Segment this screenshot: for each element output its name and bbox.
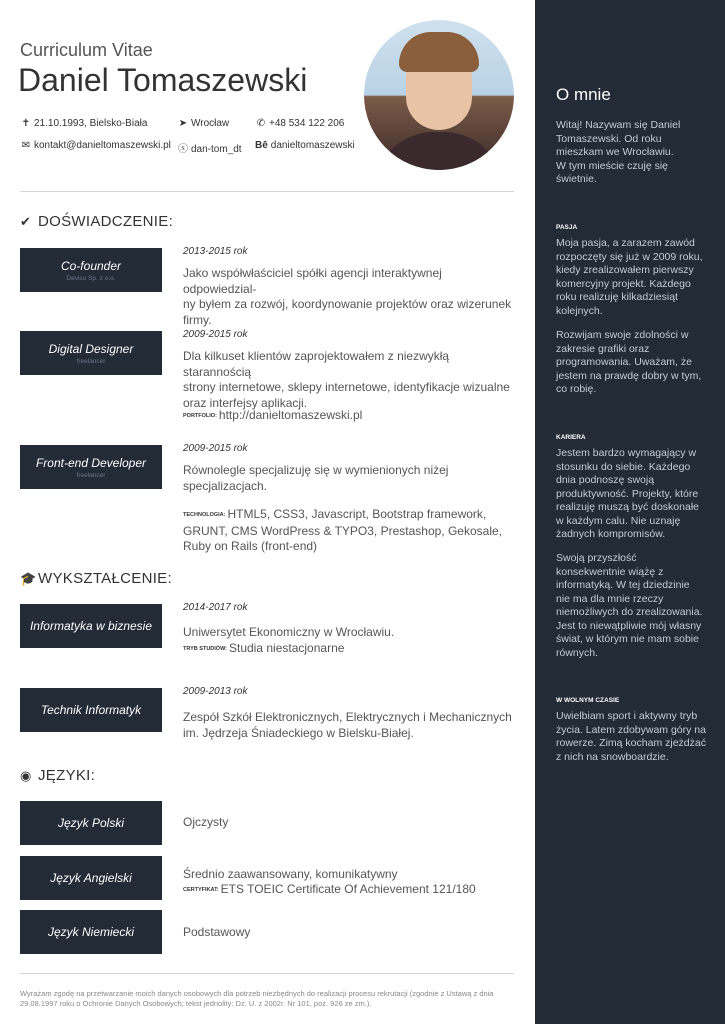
phone-icon: ✆ [256,118,266,129]
location-arrow-icon: ➤ [178,118,188,129]
envelope-icon: ✉ [21,140,31,151]
globe-icon: ◉ [20,768,32,783]
education-title: Informatyka w biznesie [29,619,153,633]
contact-birth: ✝ 21.10.1993, Bielsko-Biała [21,118,148,129]
language-level: Podstawowy [183,925,251,939]
contact-skype[interactable]: ⓢ dan-tom_dt [177,140,242,155]
language-box [20,801,162,845]
experience-description: Równolegle specjalizuję się w wymienionych niżej specjalizacjach. [183,463,449,493]
contact-city: ➤ Wrocław [178,118,230,129]
language-level: Średnio zaawansowany, komunikatywny [183,867,398,881]
education-description: Zespół Szkół Elektronicznych, Elektrycznych i Mechanicznych im. Jędrzeja Śniadeckiego w Bielsku-Białej. [183,710,512,740]
role-title: Digital Designer [48,341,134,356]
sidebar-paragraph: Jestem bardzo wymagający w stosunku do siebie. Każdego dnia podnoszę swoją produktywność. Projekty, które realizuję muszą być doskonałe w każdym calu. Nie uznaję żadnych kompromisów. [556,447,699,540]
document-subtitle: Curriculum Vitae [20,40,153,60]
experience-description: Dla kilkuset klientów zaprojektowałem z niezwykłą starannością strony internetowe, sklepy internetowe, identyfikacje wizualne oraz interfejsy aplikacji. [183,349,510,410]
sidebar-title: O mnie [556,85,611,104]
education-period: 2014-2017 rok [183,602,248,613]
language-name: Język Polski [57,816,125,830]
experience-role-box [20,445,162,489]
sidebar-paragraph: Uwielbiam sport i aktywny tryb życia. Latem zdobywam góry na rowerze. Zimą kocham zjeżdżać z nich na snowboardzie. [556,710,706,763]
sidebar-paragraph: Swoją przyszłość konsekwentnie wiążę z informatyką. W tej dziedzinie nie ma dla mnie rzeczy niemożliwych do zrealizowania. Jest to niewątpliwie mój własny świat, w którym nie mam sobie równych. [556,552,703,659]
language-name: Język Niemiecki [47,925,134,939]
experience-role-box [20,331,162,375]
education-description: Uniwersytet Ekonomiczny w Wrocławiu. TRYB STUDIÓW: Studia niestacjonarne [183,625,395,655]
contact-email[interactable]: ✉ kontakt@danieltomaszewski.pl [21,140,171,151]
technology-list: TECHNOLOGIA: HTML5, CSS3, Javascript, Bootstrap framework, GRUNT, CMS WordPress & TYPO3, Prestashop, Gekosale, Ruby on Rails (front-end) [183,507,502,553]
sidebar-intro: Witaj! Nazywam się Daniel Tomaszewski. Od roku mieszkam we Wrocławiu. W tym mieście czuję się świetnie. [556,119,681,185]
experience-description: Jako współwłaściciel spółki agencji interaktywnej odpowiedzial- ny byłem za rozwój, koordynowanie projektów oraz wizerunek firmy. [183,266,512,327]
behance-icon: Bē [255,140,268,151]
footer-divider [20,973,514,974]
sidebar-paragraph: Rozwijam swoje zdolności w zakresie grafiki oraz programowania. Uważam, że jestem na prawdę dobry w tym, co robię. [556,329,702,395]
experience-period: 2009-2015 rok [183,443,248,454]
education-box [20,688,162,732]
role-org: Devisu Sp. z o.o. [66,274,116,282]
sidebar-heading-career: KARIERA [556,434,586,441]
contact-behance[interactable]: Bē danieltomaszewski [255,140,355,151]
consent-note: Wyrażam zgodę na przetwarzanie moich danych osobowych dla potrzeb niezbędnych do realizacji procesu rekrutacji (zgodnie z Ustawą z dnia 29.08.1997 roku o Ochronie Danych Osobowych; tekst jednolity: Dz. U. z 2002r. Nr 101, poz. 926 ze zm.). [20,989,494,1008]
person-name: Daniel Tomaszewski [18,62,308,98]
language-box [20,910,162,954]
role-org: freelancer [76,471,106,479]
person-icon: ✝ [21,118,31,129]
contact-phone: ✆ +48 534 122 206 [256,118,345,129]
experience-role-box [20,248,162,292]
language-certificate: CERTYFIKAT: ETS TOEIC Certificate Of Achievement 121/180 [183,882,476,896]
role-title: Front-end Developer [35,455,147,470]
language-name: Język Angielski [50,871,132,885]
education-heading: 🎓 WYKSZTAŁCENIE: [20,570,172,587]
role-org: freelancer [76,357,106,365]
header-divider [20,191,514,192]
language-box [20,856,162,900]
portfolio-line: PORTFOLIO: http://danieltomaszewski.pl [183,408,363,422]
sidebar-heading-passion: PASJA [556,224,578,231]
experience-heading: ✔ DOŚWIADCZENIE: [20,213,174,230]
language-level: Ojczysty [183,815,229,829]
portfolio-link[interactable]: http://danieltomaszewski.pl [218,408,363,422]
experience-period: 2009-2015 rok [183,329,248,340]
graduation-cap-icon: 🎓 [20,571,37,586]
languages-heading: ◉ JĘZYKI: [20,767,96,784]
education-box [20,604,162,648]
role-title: Co-founder [60,258,122,273]
profile-photo [364,20,514,170]
sidebar-paragraph: Moja pasja, a zarazem zawód rozpoczęty się już w 2009 roku, kiedy zrealizowałem pierwszy komercyjny projekt. Każdego roku realizuję kilkadziesiąt kolejnych. [556,237,703,317]
check-icon: ✔ [20,214,32,229]
experience-period: 2013-2015 rok [183,246,248,257]
sidebar-heading-free-time: W WOLNYM CZASIE [556,697,620,704]
skype-icon: ⓢ [178,144,188,155]
education-period: 2009-2013 rok [183,686,248,697]
education-title: Technik Informatyk [40,703,142,717]
